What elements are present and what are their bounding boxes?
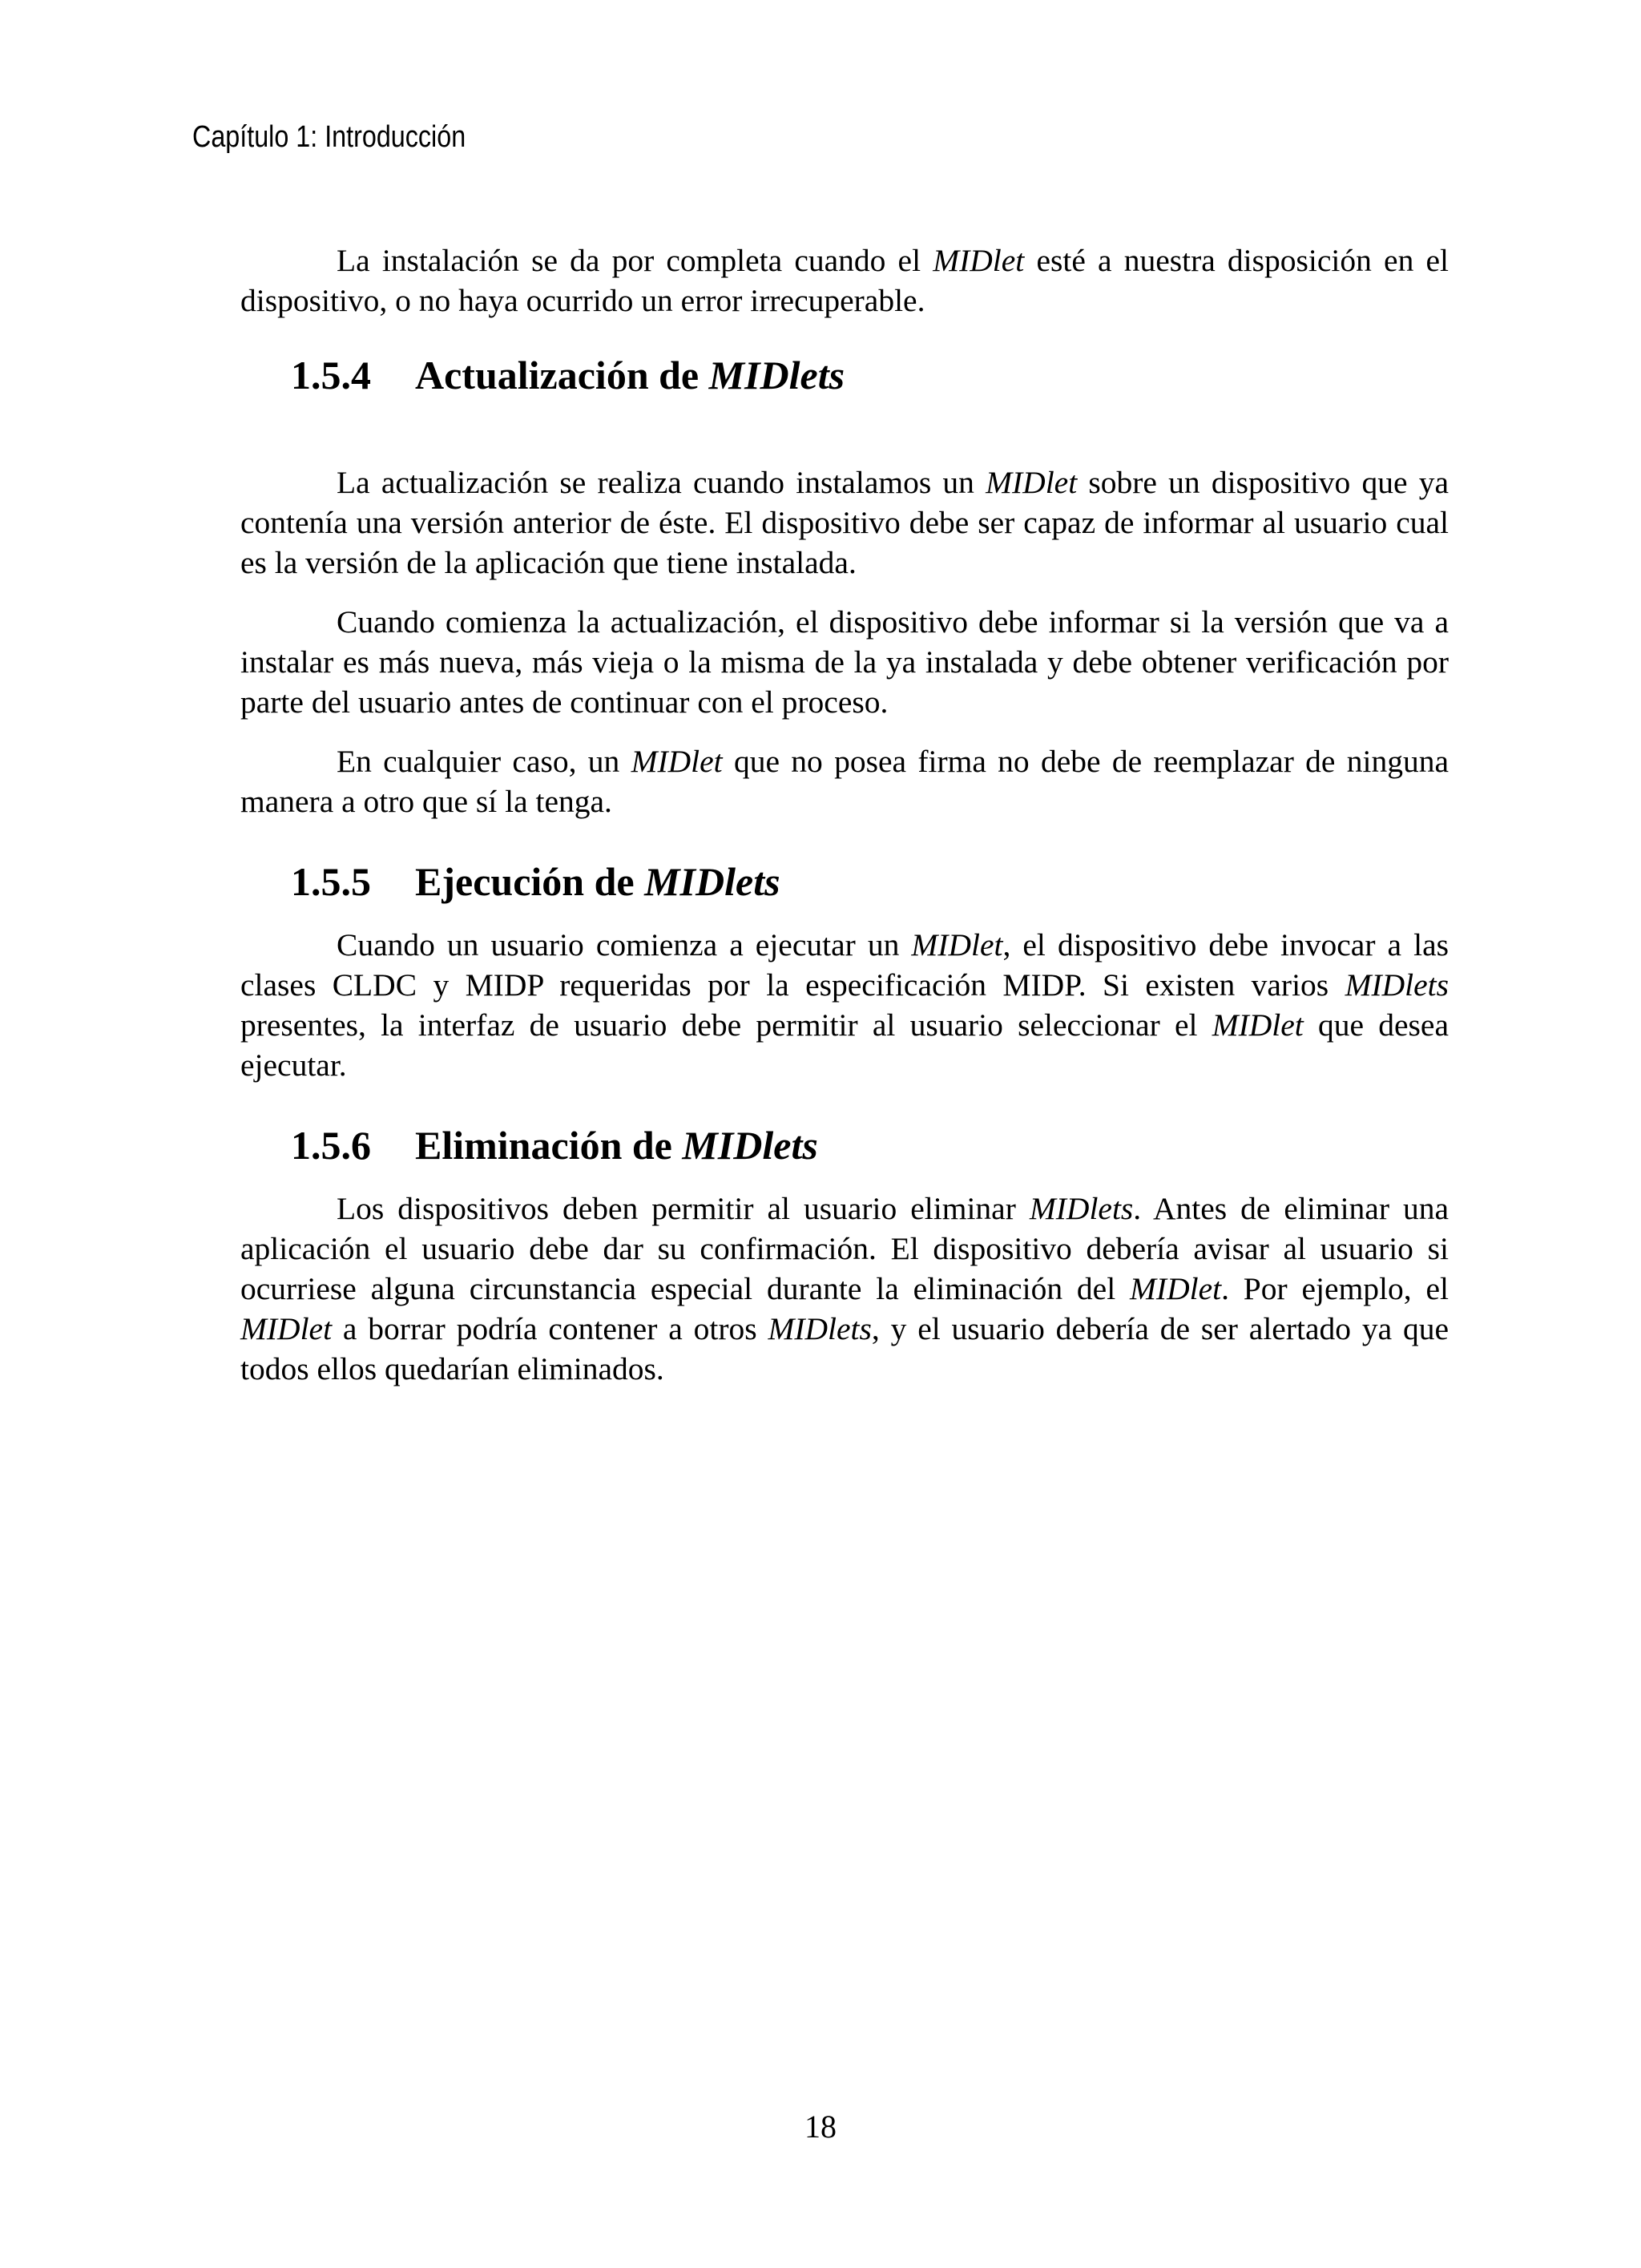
section-title: Eliminación de <box>415 1123 683 1168</box>
section-title-emphasis: MIDlets <box>708 353 845 398</box>
section-heading-1-5-4 <box>240 351 1449 399</box>
paragraph: Cuando un usuario comienza a ejecutar un MIDlet, el dispositivo debe invocar a las clases CLDC y MIDP requeridas por la especificación MIDP. Si existen varios MIDlets presentes, la interfaz de usuario debe permitir al usuario seleccionar el MIDlet que desea ejecutar. <box>240 927 1449 1083</box>
page-number: 18 <box>804 2109 837 2145</box>
page-content <box>240 240 1449 1389</box>
section-title: Actualización de <box>415 353 709 398</box>
section-title-emphasis: MIDlets <box>682 1123 818 1168</box>
running-header: Capítulo 1: Introducción <box>192 120 466 154</box>
paragraph: En cualquier caso, un MIDlet que no posea firma no debe de reemplazar de ninguna manera a otro que sí la tenga. <box>240 744 1449 819</box>
paragraph: Cuando comienza la actualización, el dispositivo debe informar si la versión que va a instalar es más nueva, más vieja o la misma de la ya instalada y debe obtener verificación por parte del usuario antes de continuar con el proceso. <box>240 604 1449 720</box>
section-title-emphasis: MIDlets <box>644 859 780 904</box>
section-number: 1.5.5 <box>291 859 371 904</box>
section-heading-1-5-6 <box>240 1121 1449 1169</box>
section-title: Ejecución de <box>415 859 645 904</box>
section-number: 1.5.4 <box>291 353 371 398</box>
section-heading-1-5-5 <box>240 858 1449 906</box>
paragraph: Los dispositivos deben permitir al usuario eliminar MIDlets. Antes de eliminar una aplicación el usuario debe dar su confirmación. El dispositivo debería avisar al usuario si ocurriese alguna circunstancia especial durante la eliminación del MIDlet. Por ejemplo, el MIDlet a borrar podría contener a otros MIDlets, y el usuario debería de ser alertado ya que todos ellos quedarían eliminados. <box>240 1191 1449 1386</box>
section-number: 1.5.6 <box>291 1123 371 1168</box>
paragraph: La actualización se realiza cuando instalamos un MIDlet sobre un dispositivo que ya contenía una versión anterior de éste. El dispositivo debe ser capaz de informar al usuario cual es la versión de la aplicación que tiene instalada. <box>240 465 1449 580</box>
intro-paragraph: La instalación se da por completa cuando el MIDlet esté a nuestra disposición en el dispositivo, o no haya ocurrido un error irrecuperable. <box>240 243 1449 318</box>
